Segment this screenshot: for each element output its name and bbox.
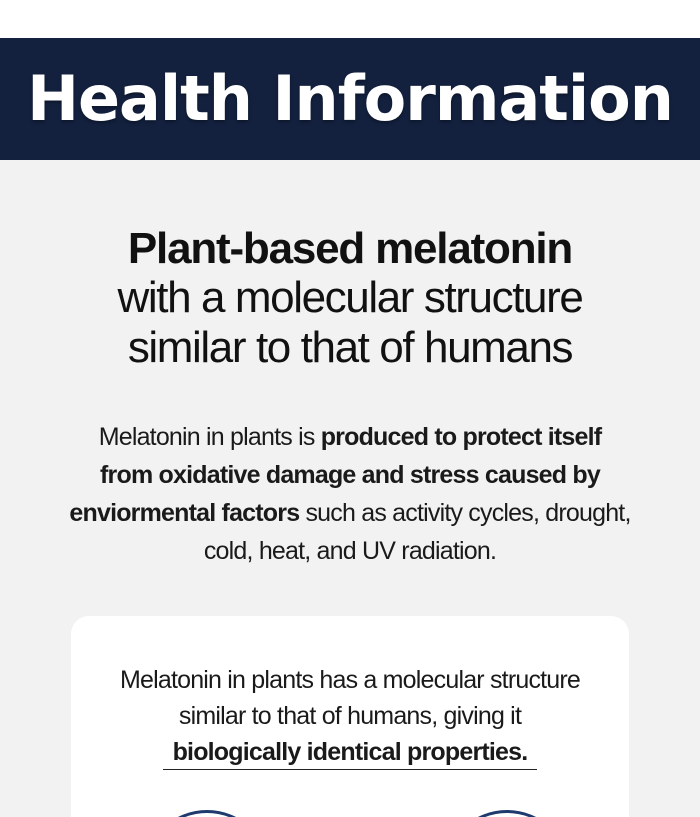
intro-text-2: such as activity cycles, drought, bbox=[299, 498, 631, 527]
top-strip bbox=[0, 0, 700, 38]
intro-bold-1: produced to protect itself bbox=[320, 422, 602, 451]
intro-bold-2: from oxidative damage and stress caused by bbox=[100, 460, 600, 489]
header-banner bbox=[0, 38, 700, 160]
intro-text-1: Melatonin in plants is bbox=[98, 422, 321, 451]
intro-text-3: cold, heat, and UV radiation. bbox=[203, 536, 497, 565]
card-line-1: Melatonin in plants has a molecular structure bbox=[119, 666, 581, 694]
info-card bbox=[71, 616, 629, 817]
headline-strong: Plant-based melatonin bbox=[127, 224, 573, 273]
intro-bold-3: enviormental factors bbox=[69, 498, 300, 527]
intro-paragraph bbox=[0, 418, 700, 570]
main-section bbox=[0, 160, 700, 817]
headline-line-2: with a molecular structure bbox=[117, 273, 583, 323]
molecule-circle-left bbox=[143, 810, 271, 817]
card-emphasis: biologically identical properties. bbox=[163, 736, 538, 770]
molecule-circle-right bbox=[443, 810, 571, 817]
card-text bbox=[71, 662, 629, 770]
headline bbox=[0, 224, 700, 372]
card-line-2: similar to that of humans, giving it bbox=[178, 702, 522, 730]
page-title: Health Information bbox=[27, 62, 673, 135]
headline-line-3: similar to that of humans bbox=[127, 322, 573, 372]
